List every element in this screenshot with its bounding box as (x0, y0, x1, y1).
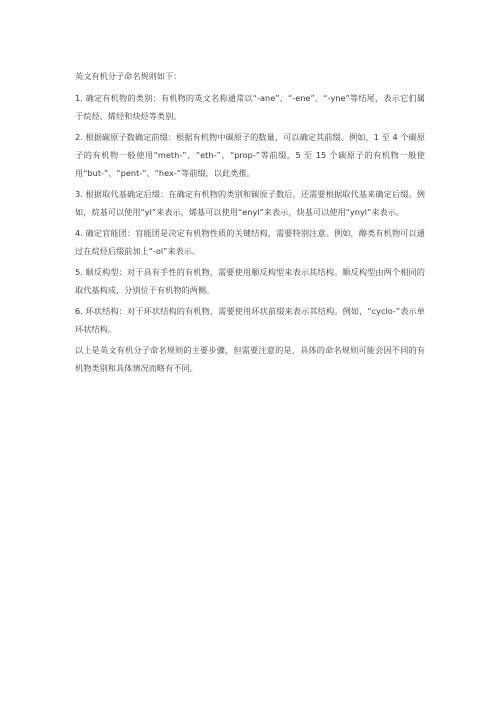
intro-line: 英文有机分子命名规则如下： (75, 71, 182, 81)
paragraph-functional-group: 4. 确定官能团：官能团是决定有机物性质的关键结构，需要特别注意。例如，醇类有机物可以通过在烷烃后缀前加上“-ol”来表示。 (75, 228, 425, 256)
paragraph-class-determination: 1. 确定有机物的类别：有机物的英文名称通常以“-ane”、“-ene”、“-yne”等结尾，表示它们属于烷烃、烯烃和炔烃等类别。 (75, 93, 425, 121)
paragraph-suffix-by-substituent: 3. 根据取代基确定后缀：在确定有机物的类别和碳原子数后，还需要根据取代基来确定后缀。例如，烷基可以使用“yl”来表示，烯基可以使用“enyl”来表示，炔基可以使用“ynyl”来表示。 (75, 189, 425, 217)
paragraph-ring-structure: 6. 环状结构：对于环状结构的有机物，需要使用环状前缀来表示其结构。例如，“cyclo-”表示单环状结构。 (75, 306, 425, 334)
paragraph-summary: 以上是英文有机分子命名规则的主要步骤，但需要注意的是，具体的命名规则可能会因不同的有机物类别和具体情况而略有不同。 (75, 345, 425, 373)
document-body (75, 67, 425, 380)
paragraph-cis-trans: 5. 顺反构型：对于具有手性的有机物，需要使用顺反构型来表示其结构。顺反构型由两个相同的取代基构成，分别位于有机物的两侧。 (75, 267, 425, 295)
paragraph-prefix-by-carbon-count: 2. 根据碳原子数确定前缀：根据有机物中碳原子的数量，可以确定其前缀。例如，1 至 4 个碳原子的有机物一般使用“meth-”、“eth-”、“prop-”等前缀，5 至 15 个碳原子的有机物一般使用“but-”、“pent-”、“hex-”等前缀，以此类推。 (75, 132, 425, 178)
